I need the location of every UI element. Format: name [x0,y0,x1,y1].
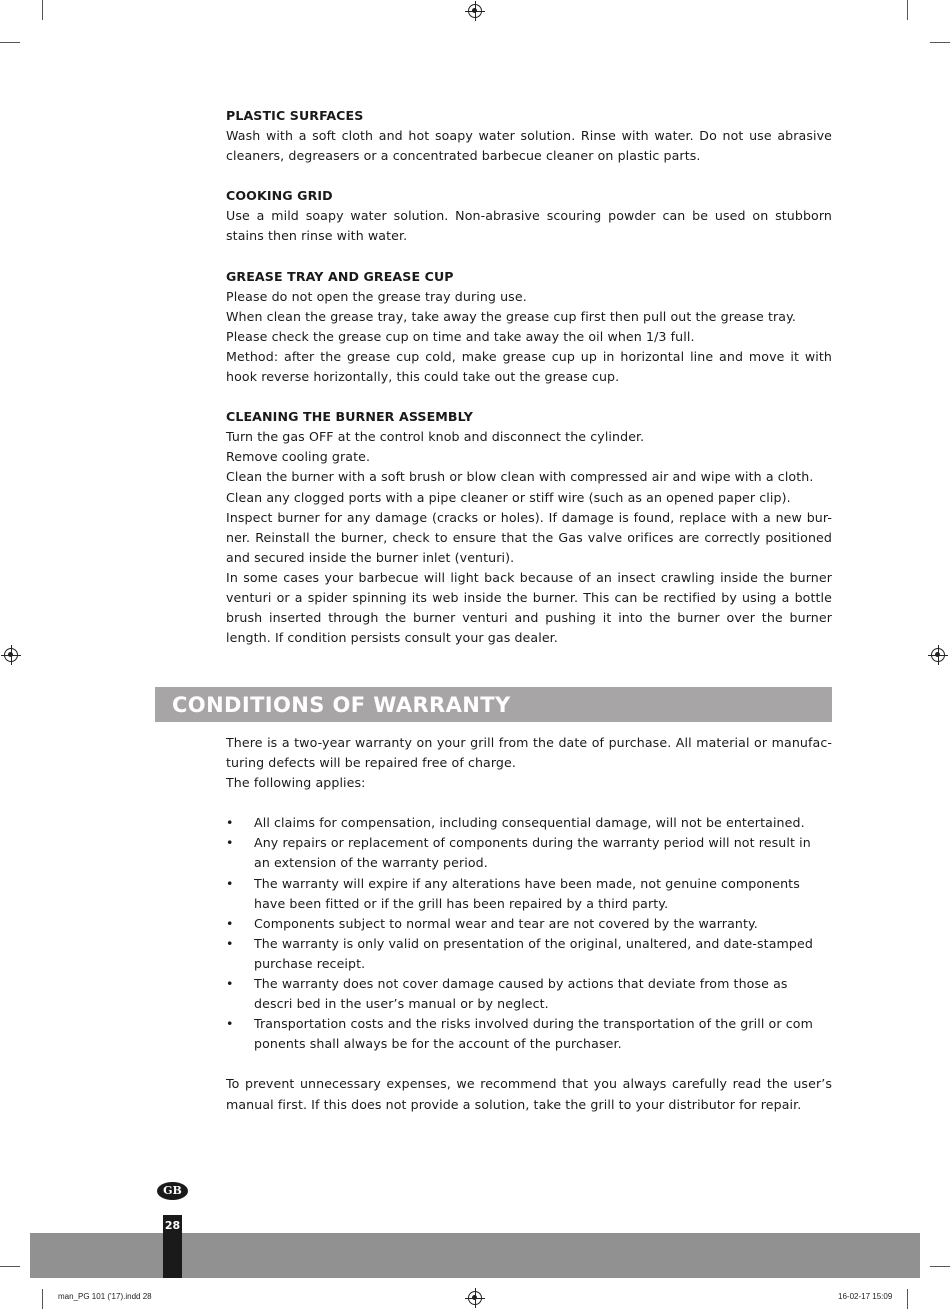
section-grease-tray [226,267,832,388]
bullet-icon: • [226,915,234,931]
bullet-icon: • [226,935,234,951]
list-item: • Any repairs or replacement of components during the warranty period will not result in an extension of the warranty period. [226,835,811,871]
slug-timestamp: 16-02-17 15:09 [838,1292,893,1301]
warranty-bullet-list [226,813,832,1054]
list-item: • The warranty does not cover damage caused by actions that deviate from those as descri bed in the user’s manual or by neglect. [226,976,788,1012]
list-item: • The warranty will expire if any alterations have been made, not genuine components have been fitted or if the grill has been repaired by a third party. [226,875,800,911]
warranty-intro: There is a two-year warranty on your grill from the date of purchase. All material or manufac-turing defects will be repaired free of charge. [226,735,832,771]
section-heading: GREASE TRAY AND GREASE CUP [226,268,454,284]
section-cooking-grid [226,186,832,246]
registration-mark-icon [4,648,18,662]
warranty-closing: To prevent unnecessary expenses, we recommend that you always carefully read the user’s manual first. If this does not provide a solution, take the grill to your distributor for repair. [226,1076,832,1112]
paragraph: Please check the grease cup on time and take away the oil when 1/3 full. [226,328,695,344]
list-item: • Components subject to normal wear and tear are not covered by the warranty. [226,914,832,934]
registration-mark-icon [468,1291,482,1305]
crop-mark [907,0,908,20]
crop-mark [907,1289,908,1309]
crop-mark [42,1289,43,1309]
paragraph: Wash with a soft cloth and hot soapy water solution. Rinse with water. Do not use abrasive cleaners, degreasers or a concentrated barbecue cleaner on plastic parts. [226,128,832,164]
warranty-title: CONDITIONS OF WARRANTY [172,693,511,717]
section-heading: CLEANING THE BURNER ASSEMBLY [226,409,474,425]
registration-mark-icon [931,648,945,662]
crop-mark [930,1266,950,1267]
bullet-icon: • [226,815,234,831]
language-badge: GB [157,1182,188,1200]
crop-mark [0,42,20,43]
paragraph: In some cases your barbecue will light back because of an insect crawling inside the burner venturi or a spider spinning its web inside the burner. This can be rectified by using a bottle brush inserted through the burner venturi and pushing it into the burner over the burner length. If condition persists consult your gas dealer. [226,569,832,646]
list-item: • All claims for compensation, including consequential damage, will not be entertained. [226,813,832,833]
paragraph: When clean the grease tray, take away the grease cup first then pull out the grease tray. [226,308,796,324]
bullet-icon: • [226,976,234,992]
crop-mark [42,0,43,20]
crop-mark [930,42,950,43]
crop-mark [0,1266,20,1267]
list-item: • Transportation costs and the risks involved during the transportation of the grill or com ponents shall always be for the account of the purchaser. [226,1016,813,1052]
warranty-applies: The following applies: [226,775,366,791]
bullet-icon: • [226,835,234,851]
paragraph: Clean the burner with a soft brush or blow clean with compressed air and wipe with a cloth. [226,469,814,485]
page-number: 28 [164,1219,181,1232]
paragraph: Method: after the grease cup cold, make grease cup up in horizontal line and move it with hook reverse horizontally, this could take out the grease cup. [226,348,832,385]
bullet-icon: • [226,875,234,891]
bullet-icon: • [226,1016,234,1032]
paragraph: Use a mild soapy water solution. Non-abrasive scouring powder can be used on stubborn stains then rinse with water. [226,208,832,244]
paragraph: Inspect burner for any damage (cracks or holes). If damage is found, replace with a new bur-ner. Reinstall the burner, check to ensure that the Gas valve orifices are correctly positioned and secured inside the burner inlet (venturi). [226,509,832,565]
section-cleaning-burner [226,407,832,648]
section-heading: COOKING GRID [226,188,333,204]
section-plastic-surfaces [226,106,832,166]
paragraph: Remove cooling grate. [226,449,371,465]
warranty-conditions [226,733,832,1115]
warranty-heading-bar [155,687,832,722]
section-heading: PLASTIC SURFACES [226,108,364,123]
registration-mark-icon [468,4,482,18]
paragraph: Turn the gas OFF at the control knob and disconnect the cylinder. [226,429,645,445]
paragraph: Clean any clogged ports with a pipe cleaner or stiff wire (such as an opened paper clip). [226,489,791,505]
list-item: • The warranty is only valid on presentation of the original, unaltered, and date-stamped purchase receipt. [226,935,813,971]
cleaning-instructions [226,106,832,668]
paragraph: Please do not open the grease tray during use. [226,288,527,304]
slug-file-info: man_PG 101 ('17).indd 28 [58,1292,152,1301]
